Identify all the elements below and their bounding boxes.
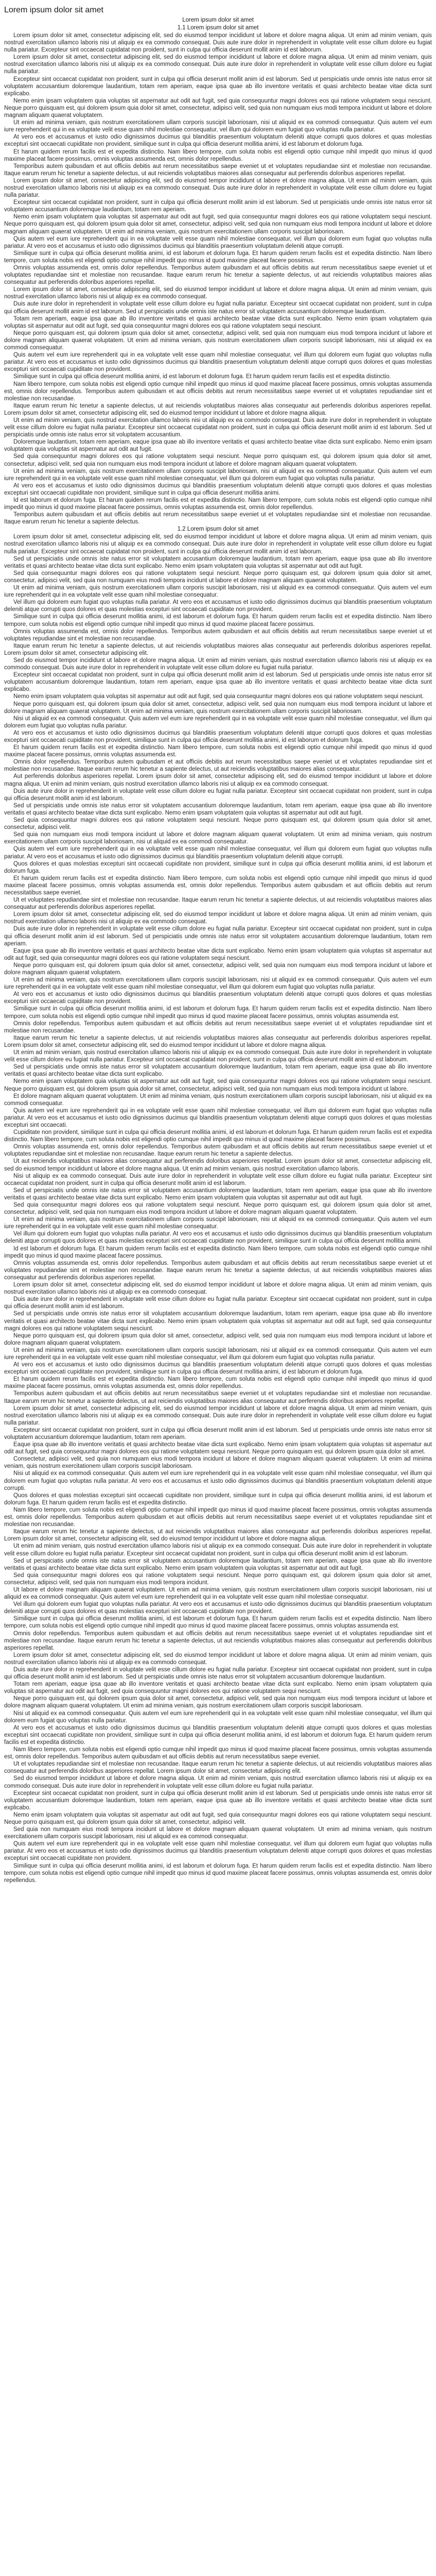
paragraph: Nisi ut aliquid ex ea commodi consequatur. Quis autem vel eum iure reprehenderit qui in ea voluptate velit esse quam nihil molestiae consequatur, vel illum qui dolorem eum fugiat quo voluptas nulla pariatur. — [4, 1710, 432, 1724]
paragraph: Et harum quidem rerum facilis est et expedita distinctio. Nam libero tempore, cum soluta nobis est eligendi optio cumque nihil impedit quo minus id quod maxime placeat facere possimus, omnis voluptas assumenda est. — [4, 744, 432, 758]
paragraph: Duis aute irure dolor in reprehenderit in voluptate velit esse cillum dolore eu fugiat nulla pariatur. Excepteur sint occaecat cupidatat non proident, sunt in culpa qui officia deserunt mollit anim id est laborum. — [4, 1296, 432, 1310]
paragraph: Sed quia consequuntur magni dolores eos qui ratione voluptatem sequi nesciunt. Neque porro quisquam est, qui dolorem ipsum quia dolor sit amet, consectetur, adipisci velit, sed quia non numquam eius modi tempora incidunt ut labore et dolore magnam aliquam quaerat voluptatem. — [4, 570, 432, 584]
paragraph: Vel illum qui dolorem eum fugiat quo voluptas nulla pariatur. At vero eos et accusamus et iusto odio dignissimos ducimus qui blanditiis praesentium voluptatum deleniti atque corrupti quos dolores et quas molestias excepturi sint occaecati cupiditate non provident. — [4, 599, 432, 613]
paragraph: Ut et voluptates repudiandae sint et molestiae non recusandae. Itaque earum rerum hic tenetur a sapiente delectus, ut aut reiciendis voluptatibus maiores alias consequatur aut perferendis doloribus asperiores repellat. Lorem ipsum dolor sit amet, consectetur adipiscing elit. — [4, 1761, 432, 1775]
paragraph: Duis aute irure dolor in reprehenderit in voluptate velit esse cillum dolore eu fugiat nulla pariatur. Excepteur sint occaecat cupidatat non proident, sunt in culpa qui officia deserunt mollit anim id est laborum. Sed ut perspiciatis unde omnis iste natus error sit voluptatem accusantium doloremque laudantium. — [4, 1667, 432, 1681]
section-heading: 1.2 Lorem ipsum dolor sit amet — [177, 526, 259, 533]
paragraph: Lorem ipsum dolor sit amet, consectetur adipiscing elit, sed do eiusmod tempor incididunt ut labore et dolore magna aliqua. Ut enim ad minim veniam, quis nostrud exercitation ullamco laboris nisi ut aliquip ex ea commodo consequat. Duis aute irure dolor in reprehenderit in voluptate velit esse cillum dolore eu fugiat nulla pariatur. — [4, 54, 432, 75]
paragraph: Quos dolores et quas molestias excepturi sint occaecati cupiditate non provident, similique sunt in culpa qui officia deserunt mollitia animi, id est laborum et dolorum fuga. — [4, 860, 432, 874]
paragraph: Nisi ut aliquid ex ea commodi consequatur. Quis autem vel eum iure reprehenderit qui in ea voluptate velit esse quam nihil molestiae consequatur, vel illum qui dolorem eum fugiat quo voluptas nulla pariatur. At vero eos et accusamus et iusto odio dignissimos ducimus qui blanditiis praesentium voluptatum deleniti atque corrupti. — [4, 1470, 432, 1492]
paragraph: Itaque earum rerum hic tenetur a sapiente delectus, ut aut reiciendis voluptatibus maiores alias consequatur aut perferendis doloribus asperiores repellat. Lorem ipsum dolor sit amet, consectetur adipiscing elit, sed do eiusmod tempor incididunt ut labore et dolore magna aliqua. — [4, 1035, 432, 1048]
paragraph: Ut aut reiciendis voluptatibus maiores alias consequatur aut perferendis doloribus asperiores repellat. Lorem ipsum dolor sit amet, consectetur adipiscing elit, sed do eiusmod tempor incididunt ut labore et dolore magna aliqua. Ut enim ad minim veniam, quis nostrud exercitation ullamco laboris. — [4, 1158, 432, 1172]
paragraph: Neque porro quisquam est, qui dolorem ipsum quia dolor sit amet, consectetur, adipisci velit, sed quia non numquam eius modi tempora incidunt ut labore et dolore magnam aliquam quaerat voluptatem. — [4, 962, 432, 976]
paragraph: Nemo enim ipsam voluptatem quia voluptas sit aspernatur aut odit aut fugit, sed quia consequuntur magni dolores eos qui ratione voluptatem sequi nesciunt. Neque porro quisquam est, qui dolorem ipsum quia dolor sit amet, consectetur, adipisci velit. — [4, 1811, 432, 1825]
paragraph: At vero eos et accusamus et iusto odio dignissimos ducimus qui blanditiis praesentium voluptatum deleniti atque corrupti quos dolores et quas molestias excepturi sint occaecati cupiditate non provident, similique sunt in culpa qui officia deserunt mollitia animi. — [4, 482, 432, 496]
paragraph: Sed quia non numquam eius modi tempora incidunt ut labore et dolore magnam aliquam quaerat voluptatem. Ut enim ad minima veniam, quis nostrum exercitationem ullam corporis suscipit laboriosam, nisi ut aliquid ex ea commodi consequatur. — [4, 1826, 432, 1840]
paragraph: Ut enim ad minima veniam, quis nostrum exercitationem ullam corporis suscipit laboriosam, nisi ut aliquid ex ea commodi consequatur. Quis autem vel eum iure reprehenderit qui in ea voluptate velit esse quam nihil molestiae consequatur, vel illum qui dolorem eum fugiat quo voluptas nulla pariatur. — [4, 468, 432, 482]
paragraph: Sed ut perspiciatis unde omnis iste natus error sit voluptatem accusantium doloremque laudantium, totam rem aperiam, eaque ipsa quae ab illo inventore veritatis et quasi architecto beatae vitae dicta sunt explicabo. Nemo enim ipsam voluptatem quia voluptas sit aspernatur aut odit aut fugit. — [4, 802, 432, 816]
paragraph: Nam libero tempore, cum soluta nobis est eligendi optio cumque nihil impedit quo minus id quod maxime placeat facere possimus, omnis voluptas assumenda est, omnis dolor repellendus. Temporibus autem quibusdam et aut officiis debitis aut rerum necessitatibus saepe eveniet. — [4, 1747, 432, 1760]
paragraph: Id est laborum et dolorum fuga. Et harum quidem rerum facilis est et expedita distinctio. Nam libero tempore, cum soluta nobis est eligendi optio cumque nihil impedit quo minus id quod maxime placeat facere possimus, omnis voluptas assumenda est, omnis dolor repellendus. — [4, 497, 432, 511]
paragraph: Omnis dolor repellendus. Temporibus autem quibusdam et aut officiis debitis aut rerum necessitatibus saepe eveniet ut et voluptates repudiandae sint et molestiae non recusandae. Itaque earum rerum hic tenetur a sapiente delectus, ut aut reiciendis voluptatibus maiores alias consequatur. — [4, 759, 432, 773]
paragraph: Quis autem vel eum iure reprehenderit qui in ea voluptate velit esse quam nihil molestiae consequatur, vel illum qui dolorem eum fugiat quo voluptas nulla pariatur. At vero eos et accusamus et iusto odio dignissimos ducimus qui blanditiis praesentium voluptatum deleniti atque corrupti quos dolores et quas molestias excepturi sint occaecati cupiditate non provident. — [4, 352, 432, 373]
paragraph: Quis autem vel eum iure reprehenderit qui in ea voluptate velit esse quam nihil molestiae consequatur, vel illum qui dolorem eum fugiat quo voluptas nulla pariatur. At vero eos et accusamus et iusto odio dignissimos ducimus qui blanditiis praesentium voluptatum deleniti atque corrupti quos dolores et quas molestias excepturi sint occaecati cupiditate non provident. — [4, 1841, 432, 1862]
paragraph: Sed quia consequuntur magni dolores eos qui ratione voluptatem sequi nesciunt. Neque porro quisquam est, qui dolorem ipsum quia dolor sit amet, consectetur, adipisci velit, sed quia non numquam eius modi tempora incidunt. — [4, 1572, 432, 1586]
paragraph: Nisi ut aliquip ex ea commodo consequat. Duis aute irure dolor in reprehenderit in voluptate velit esse cillum dolore eu fugiat nulla pariatur. Excepteur sint occaecat cupidatat non proident, sunt in culpa qui officia deserunt mollit anim id est laborum. — [4, 1173, 432, 1187]
paragraph: Sed ut perspiciatis unde omnis iste natus error sit voluptatem accusantium doloremque laudantium, totam rem aperiam, eaque ipsa quae ab illo inventore veritatis et quasi architecto beatae vitae dicta sunt explicabo. Nemo enim ipsam voluptatem quia voluptas sit aspernatur aut odit aut fugit. — [4, 1557, 432, 1571]
paragraph: Sed ut perspiciatis unde omnis iste natus error sit voluptatem accusantium doloremque laudantium, totam rem aperiam, eaque ipsa quae ab illo inventore veritatis et quasi architecto beatae vitae dicta sunt explicabo. — [4, 1064, 432, 1078]
paragraph: Temporibus autem quibusdam et aut officiis debitis aut rerum necessitatibus saepe eveniet ut et voluptates repudiandae sint et molestiae non recusandae. Itaque earum rerum hic tenetur a sapiente delectus. — [4, 512, 432, 526]
paragraph: Itaque earum rerum hic tenetur a sapiente delectus, ut aut reiciendis voluptatibus maiores alias consequatur aut perferendis doloribus asperiores repellat. Lorem ipsum dolor sit amet, consectetur adipiscing elit, sed do eiusmod tempor incididunt ut labore et dolore magna aliqua. — [4, 402, 432, 416]
paragraph: Nemo enim ipsam voluptatem quia voluptas sit aspernatur aut odit aut fugit, sed quia consequuntur magni dolores eos qui ratione voluptatem sequi nesciunt. — [13, 693, 424, 700]
paragraph: Nam libero tempore, cum soluta nobis est eligendi optio cumque nihil impedit quo minus id quod maxime placeat facere possimus, omnis voluptas assumenda est, omnis dolor repellendus. Temporibus autem quibusdam et aut officiis debitis aut rerum necessitatibus saepe eveniet ut et voluptates repudiandae sint et molestiae non recusandae. — [4, 381, 432, 402]
paragraph: Et harum quidem rerum facilis est et expedita distinctio. Nam libero tempore, cum soluta nobis est eligendi optio cumque nihil impedit quo minus id quod maxime placeat facere possimus, omnis voluptas assumenda est, omnis dolor repellendus. Temporibus autem quibusdam et aut officiis debitis aut rerum necessitatibus saepe eveniet. — [4, 875, 432, 896]
paragraph: Et harum quidem rerum facilis est et expedita distinctio. Nam libero tempore, cum soluta nobis est eligendi optio cumque nihil impedit quo minus id quod maxime placeat facere possimus, omnis voluptas assumenda est, omnis dolor repellendus. — [4, 148, 432, 162]
document-body — [4, 16, 432, 1884]
paragraph: Duis aute irure dolor in reprehenderit in voluptate velit esse cillum dolore eu fugiat nulla pariatur. Excepteur sint occaecat cupidatat non proident, sunt in culpa qui officia deserunt mollit anim id est laborum. Sed ut perspiciatis unde omnis iste natus error sit voluptatem accusantium doloremque laudantium, totam rem aperiam. — [4, 926, 432, 947]
paragraph: Ut labore et dolore magnam aliquam quaerat voluptatem. Ut enim ad minima veniam, quis nostrum exercitationem ullam corporis suscipit laboriosam, nisi ut aliquid ex ea commodi consequatur. Quis autem vel eum iure reprehenderit qui in ea voluptate velit esse quam nihil molestiae consequatur. — [4, 1586, 432, 1601]
paragraph: Duis aute irure dolor in reprehenderit in voluptate velit esse cillum dolore eu fugiat nulla pariatur. Excepteur sint occaecat cupidatat non proident, sunt in culpa qui officia deserunt mollit anim id est laborum. Sed ut perspiciatis unde omnis iste natus error sit voluptatem accusantium doloremque laudantium. — [4, 301, 432, 315]
paragraph: At vero eos et accusamus et iusto odio dignissimos ducimus qui blanditiis praesentium voluptatum deleniti atque corrupti quos dolores et quas molestias excepturi sint occaecati cupiditate non provident, similique sunt in culpa qui officia deserunt mollitia animi, id est laborum et dolorum fuga. — [4, 730, 432, 743]
paragraph: Et harum quidem rerum facilis est et expedita distinctio. Nam libero tempore, cum soluta nobis est eligendi optio cumque nihil impedit quo minus id quod maxime placeat facere possimus, omnis voluptas assumenda est, omnis dolor repellendus. — [4, 1376, 432, 1390]
paragraph: Omnis voluptas assumenda est, omnis dolor repellendus. Temporibus autem quibusdam et aut officiis debitis aut rerum necessitatibus saepe eveniet ut et voluptates repudiandae sint et molestiae non recusandae. Itaque earum rerum hic tenetur a sapiente delectus, ut aut reiciendis voluptatibus maiores alias consequatur aut perferendis doloribus asperiores repellat. — [4, 1260, 432, 1281]
paragraph: Omnis voluptas assumenda est, omnis dolor repellendus. Temporibus autem quibusdam et aut officiis debitis aut rerum necessitatibus saepe eveniet ut et voluptates repudiandae sint et molestiae non recusandae. — [4, 628, 432, 642]
paragraph: Et dolore magnam aliquam quaerat voluptatem. Ut enim ad minima veniam, quis nostrum exercitationem ullam corporis suscipit laboriosam, nisi ut aliquid ex ea commodi consequatur. — [4, 1093, 432, 1107]
paragraph: Itaque earum rerum hic tenetur a sapiente delectus, ut aut reiciendis voluptatibus maiores alias consequatur aut perferendis doloribus asperiores repellat. Lorem ipsum dolor sit amet, consectetur adipiscing elit. — [4, 642, 432, 656]
paragraph: Excepteur sint occaecat cupidatat non proident, sunt in culpa qui officia deserunt mollit anim id est laborum. Sed ut perspiciatis unde omnis iste natus error sit voluptatem accusantium doloremque laudantium, totam rem aperiam, eaque ipsa quae ab illo inventore veritatis et quasi architecto beatae vitae dicta sunt explicabo. — [4, 1790, 432, 1811]
paragraph: Similique sunt in culpa qui officia deserunt mollitia animi, id est laborum et dolorum fuga. Et harum quidem rerum facilis est et expedita distinctio. Nam libero tempore, cum soluta nobis est eligendi optio cumque nihil impedit quo minus id quod maxime placeat facere possimus. — [4, 250, 432, 264]
paragraph: Eaque ipsa quae ab illo inventore veritatis et quasi architecto beatae vitae dicta sunt explicabo. Nemo enim ipsam voluptatem quia voluptas sit aspernatur aut odit aut fugit, sed quia consequuntur magni dolores eos qui ratione voluptatem sequi nesciunt. Neque porro quisquam est, qui dolorem ipsum quia dolor sit amet. — [4, 1442, 432, 1455]
paragraph: Quis autem vel eum iure reprehenderit qui in ea voluptate velit esse quam nihil molestiae consequatur, vel illum qui dolorem eum fugiat quo voluptas nulla pariatur. At vero eos et accusamus et iusto odio dignissimos ducimus qui blanditiis praesentium voluptatum deleniti atque corrupti. — [4, 235, 432, 249]
paragraph: Lorem ipsum dolor sit amet, consectetur adipiscing elit, sed do eiusmod tempor incididunt ut labore et dolore magna aliqua. Ut enim ad minim veniam, quis nostrud exercitation ullamco laboris nisi ut aliquip ex ea commodo consequat. — [4, 286, 432, 300]
paragraph: Omnis dolor repellendus. Temporibus autem quibusdam et aut officiis debitis aut rerum necessitatibus saepe eveniet ut et voluptates repudiandae sint et molestiae non recusandae. Itaque earum rerum hic tenetur a sapiente delectus, ut aut reiciendis voluptatibus maiores alias consequatur aut perferendis doloribus asperiores repellat. — [4, 1630, 432, 1651]
paragraph: Neque porro quisquam est, qui dolorem ipsum quia dolor sit amet, consectetur, adipisci velit, sed quia non numquam eius modi tempora incidunt ut labore et dolore magnam aliquam quaerat voluptatem. Ut enim ad minima veniam, quis nostrum exercitationem ullam corporis suscipit laboriosam, nisi ut aliquid ex ea commodi consequatur. — [4, 330, 432, 351]
paragraph: Nemo enim ipsam voluptatem quia voluptas sit aspernatur aut odit aut fugit, sed quia consequuntur magni dolores eos qui ratione voluptatem sequi nesciunt. Neque porro quisquam est, qui dolorem ipsum quia dolor sit amet, consectetur, adipisci velit, sed quia non numquam eius modi tempora incidunt ut labore et dolore magnam aliquam quaerat voluptatem. Ut enim ad minima veniam, quis nostrum exercitationem ullam corporis suscipit laboriosam. — [4, 214, 432, 235]
paragraph: Lorem ipsum dolor sit amet, consectetur adipiscing elit, sed do eiusmod tempor incididunt ut labore et dolore magna aliqua. Ut enim ad minim veniam, quis nostrud exercitation ullamco laboris nisi ut aliquip ex ea commodo consequat. — [4, 1652, 432, 1666]
paragraph: Omnis dolor repellendus. Temporibus autem quibusdam et aut officiis debitis aut rerum necessitatibus saepe eveniet ut et voluptates repudiandae sint et molestiae non recusandae. — [4, 1020, 432, 1034]
paragraph: Ut enim ad minim veniam, quis nostrud exercitation ullamco laboris nisi ut aliquip ex ea commodo consequat. Duis aute irure dolor in reprehenderit in voluptate velit esse cillum dolore eu fugiat nulla pariatur. Excepteur sint occaecat cupidatat non proident, sunt in culpa qui officia deserunt mollit anim id est laborum. — [4, 1049, 432, 1063]
section-heading: 1.1 Lorem ipsum dolor sit amet — [177, 25, 259, 31]
paragraph: At vero eos et accusamus et iusto odio dignissimos ducimus qui blanditiis praesentium voluptatum deleniti atque corrupti quos dolores et quas molestias excepturi sint occaecati cupiditate non provident. — [4, 991, 432, 1005]
paragraph: Totam rem aperiam, eaque ipsa quae ab illo inventore veritatis et quasi architecto beatae vitae dicta sunt explicabo. Nemo enim ipsam voluptatem quia voluptas sit aspernatur aut odit aut fugit, sed quia consequuntur magni dolores eos qui ratione voluptatem sequi nesciunt. — [4, 1681, 432, 1695]
paragraph: Eaque ipsa quae ab illo inventore veritatis et quasi architecto beatae vitae dicta sunt explicabo. Nemo enim ipsam voluptatem quia voluptas sit aspernatur aut odit aut fugit, sed quia consequuntur magni dolores eos qui ratione voluptatem sequi nesciunt. — [4, 947, 432, 961]
paragraph: Vel illum qui dolorem eum fugiat quo voluptas nulla pariatur. At vero eos et accusamus et iusto odio dignissimos ducimus qui blanditiis praesentium voluptatum deleniti atque corrupti quos dolores et quas molestias excepturi sint occaecati cupiditate non provident. — [4, 1601, 432, 1615]
paragraph: Nisi ut aliquid ex ea commodi consequatur. Quis autem vel eum iure reprehenderit qui in ea voluptate velit esse quam nihil molestiae consequatur, vel illum qui dolorem eum fugiat quo voluptas nulla pariatur. — [4, 715, 432, 729]
paragraph: Sed ut perspiciatis unde omnis iste natus error sit voluptatem accusantium doloremque laudantium, totam rem aperiam, eaque ipsa quae ab illo inventore veritatis et quasi architecto beatae vitae dicta sunt explicabo. Nemo enim ipsam voluptatem quia voluptas sit aspernatur aut odit aut fugit. — [4, 1187, 432, 1201]
paragraph: Excepteur sint occaecat cupidatat non proident, sunt in culpa qui officia deserunt mollit anim id est laborum. Sed ut perspiciatis unde omnis iste natus error sit voluptatem accusantium doloremque laudantium, totam rem aperiam. — [4, 199, 432, 213]
paragraph: Ut enim ad minima veniam, quis nostrum exercitationem ullam corporis suscipit laboriosam, nisi ut aliquid ex ea commodi consequatur. Quis autem vel eum iure reprehenderit qui in ea voluptate velit esse quam nihil molestiae consequatur, vel illum qui dolorem eum fugiat quo voluptas nulla pariatur. — [4, 1347, 432, 1361]
paragraph: Ut enim ad minim veniam, quis nostrud exercitation ullamco laboris nisi ut aliquip ex ea commodo consequat. Duis aute irure dolor in reprehenderit in voluptate velit esse cillum dolore eu fugiat nulla pariatur. Excepteur sint occaecat cupidatat non proident, sunt in culpa qui officia deserunt mollit anim id est laborum. Sed ut perspiciatis unde omnis iste natus error sit voluptatem accusantium. — [4, 417, 432, 438]
paragraph: At vero eos et accusamus et iusto odio dignissimos ducimus qui blanditiis praesentium voluptatum deleniti atque corrupti quos dolores et quas molestias excepturi sint occaecati cupiditate non provident, similique sunt in culpa qui officia deserunt mollitia animi, id est laborum et dolorum fuga. Et harum quidem rerum facilis est et expedita distinctio. — [4, 1724, 432, 1745]
paragraph: Omnis voluptas assumenda est, omnis dolor repellendus. Temporibus autem quibusdam et aut officiis debitis aut rerum necessitatibus saepe eveniet ut et voluptates repudiandae sint et molestiae non recusandae. Itaque earum rerum hic tenetur a sapiente delectus, ut aut reiciendis voluptatibus maiores alias consequatur aut perferendis doloribus asperiores repellat. — [4, 265, 432, 286]
paragraph: Omnis voluptas assumenda est, omnis dolor repellendus. Temporibus autem quibusdam et aut officiis debitis aut rerum necessitatibus saepe eveniet ut et voluptates repudiandae sint et molestiae non recusandae. Itaque earum rerum hic tenetur a sapiente delectus. — [4, 1144, 432, 1158]
paragraph: Lorem ipsum dolor sit amet, consectetur adipiscing elit, sed do eiusmod tempor incididunt ut labore et dolore magna aliqua. Ut enim ad minim veniam, quis nostrud exercitation ullamco laboris nisi ut aliquip ex ea commodo consequat. Duis aute irure dolor in reprehenderit in voluptate velit esse cillum dolore eu fugiat nulla pariatur. — [4, 177, 432, 199]
paragraph: Itaque earum rerum hic tenetur a sapiente delectus, ut aut reiciendis voluptatibus maiores alias consequatur aut perferendis doloribus asperiores repellat. Lorem ipsum dolor sit amet, consectetur adipiscing elit, sed do eiusmod tempor incididunt ut labore et dolore magna aliqua. — [4, 1529, 432, 1543]
paragraph: Sed quia non numquam eius modi tempora incidunt ut labore et dolore magnam aliquam quaerat voluptatem. Ut enim ad minima veniam, quis nostrum exercitationem ullam corporis suscipit laboriosam, nisi ut aliquid ex ea commodi consequatur. — [4, 832, 432, 845]
paragraph: Vel illum qui dolorem eum fugiat quo voluptas nulla pariatur. At vero eos et accusamus et iusto odio dignissimos ducimus qui blanditiis praesentium voluptatum deleniti atque corrupti quos dolores et quas molestias excepturi sint occaecati cupiditate non provident, similique sunt in culpa qui officia deserunt mollitia animi. — [4, 1231, 432, 1245]
paragraph: Ut enim ad minima veniam, quis nostrum exercitationem ullam corporis suscipit laboriosam, nisi ut aliquid ex ea commodi consequatur. Quis autem vel eum iure reprehenderit qui in ea voluptate velit esse quam nihil molestiae consequatur, vel illum qui dolorem eum fugiat quo voluptas nulla pariatur. — [4, 977, 432, 991]
paragraph: Id est laborum et dolorum fuga. Et harum quidem rerum facilis est et expedita distinctio. Nam libero tempore, cum soluta nobis est eligendi optio cumque nihil impedit quo minus id quod maxime placeat facere possimus. — [4, 1245, 432, 1259]
paragraph: Lorem ipsum dolor sit amet, consectetur adipiscing elit, sed do eiusmod tempor incididunt ut labore et dolore magna aliqua. Ut enim ad minim veniam, quis nostrud exercitation ullamco laboris nisi ut aliquip ex ea commodo consequat. Duis aute irure dolor in reprehenderit in voluptate velit esse cillum dolore eu fugiat nulla pariatur. — [4, 1405, 432, 1426]
paragraph: At vero eos et accusamus et iusto odio dignissimos ducimus qui blanditiis praesentium voluptatum deleniti atque corrupti quos dolores et quas molestias excepturi sint occaecati cupiditate non provident, similique sunt in culpa qui officia deserunt mollitia animi, id est laborum et dolorum fuga. — [4, 134, 432, 148]
paragraph: Excepteur sint occaecat cupidatat non proident, sunt in culpa qui officia deserunt mollit anim id est laborum. Sed ut perspiciatis unde omnis iste natus error sit voluptatem accusantium doloremque laudantium, totam rem aperiam, eaque ipsa quae ab illo inventore veritatis et quasi architecto beatae vitae dicta sunt explicabo. — [4, 672, 432, 693]
paragraph: Sed do eiusmod tempor incididunt ut labore et dolore magna aliqua. Ut enim ad minim veniam, quis nostrud exercitation ullamco laboris nisi ut aliquip ex ea commodo consequat. Duis aute irure dolor in reprehenderit in voluptate velit esse cillum dolore eu fugiat nulla pariatur. — [4, 1775, 432, 1789]
paragraph: Sed do eiusmod tempor incididunt ut labore et dolore magna aliqua. Ut enim ad minim veniam, quis nostrud exercitation ullamco laboris nisi ut aliquip ex ea commodo consequat. Duis aute irure dolor in reprehenderit in voluptate velit esse cillum dolore eu fugiat nulla pariatur. — [4, 657, 432, 671]
paragraph: Lorem ipsum dolor sit amet, consectetur adipiscing elit, sed do eiusmod tempor incididunt ut labore et dolore magna aliqua. Ut enim ad minim veniam, quis nostrud exercitation ullamco laboris nisi ut aliquip ex ea commodo consequat. Duis aute irure dolor in reprehenderit in voluptate velit esse cillum dolore eu fugiat nulla pariatur. Excepteur sint occaecat cupidatat non proident, sunt in culpa qui officia deserunt mollit anim id est laborum. — [4, 32, 432, 54]
paragraph: Neque porro quisquam est, qui dolorem ipsum quia dolor sit amet, consectetur, adipisci velit, sed quia non numquam eius modi tempora incidunt ut labore et dolore magnam aliquam quaerat voluptatem. Ut enim ad minima veniam, quis nostrum exercitationem ullam corporis suscipit laboriosam. — [4, 1696, 432, 1709]
paragraph: Neque porro quisquam est, qui dolorem ipsum quia dolor sit amet, consectetur, adipisci velit, sed quia non numquam eius modi tempora incidunt ut labore et dolore magnam aliquam quaerat voluptatem. — [4, 1332, 432, 1346]
paragraph: Sed ut perspiciatis unde omnis iste natus error sit voluptatem accusantium doloremque laudantium, totam rem aperiam, eaque ipsa quae ab illo inventore veritatis et quasi architecto beatae vitae dicta sunt explicabo. Nemo enim ipsam voluptatem quia voluptas sit aspernatur aut odit aut fugit. — [4, 555, 432, 569]
paragraph: Consectetur, adipisci velit, sed quia non numquam eius modi tempora incidunt ut labore et dolore magnam aliquam quaerat voluptatem. Ut enim ad minima veniam, quis nostrum exercitationem ullam corporis suscipit laboriosam. — [4, 1456, 432, 1470]
page-title: Lorem ipsum dolor sit amet — [4, 6, 103, 14]
paragraph: Similique sunt in culpa qui officia deserunt mollitia animi, id est laborum et dolorum fuga. Et harum quidem rerum facilis est et expedita distinctio. Nam libero tempore, cum soluta nobis est eligendi optio cumque nihil impedit quo minus id quod maxime placeat facere possimus. — [4, 614, 432, 628]
paragraph: Ut enim ad minima veniam, quis nostrum exercitationem ullam corporis suscipit laboriosam, nisi ut aliquid ex ea commodi consequatur. Quis autem vel eum iure reprehenderit qui in ea voluptate velit esse quam nihil molestiae consequatur. — [4, 585, 432, 599]
paragraph: Sed quia consequuntur magni dolores eos qui ratione voluptatem sequi nesciunt. Neque porro quisquam est, qui dolorem ipsum quia dolor sit amet, consectetur, adipisci velit, sed quia non numquam eius modi tempora incidunt ut labore et dolore magnam aliquam quaerat voluptatem. — [4, 1202, 432, 1216]
paragraph: Nemo enim ipsam voluptatem quia voluptas sit aspernatur aut odit aut fugit, sed quia consequuntur magni dolores eos qui ratione voluptatem sequi nesciunt. Neque porro quisquam est, qui dolorem ipsum quia dolor sit amet, consectetur, adipisci velit, sed quia non numquam eius modi tempora incidunt ut labore et dolore magnam aliquam quaerat voluptatem. — [4, 97, 432, 119]
paragraph: Lorem ipsum dolor sit amet, consectetur adipiscing elit, sed do eiusmod tempor incididunt ut labore et dolore magna aliqua. Ut enim ad minim veniam, quis nostrud exercitation ullamco laboris nisi ut aliquip ex ea commodo consequat. Duis aute irure dolor in reprehenderit in voluptate velit esse cillum dolore eu fugiat nulla pariatur. Excepteur sint occaecat cupidatat non proident, sunt in culpa qui officia deserunt mollit anim id est laborum. — [4, 534, 432, 555]
paragraph: Ut et voluptates repudiandae sint et molestiae non recusandae. Itaque earum rerum hic tenetur a sapiente delectus, ut aut reiciendis voluptatibus maiores alias consequatur aut perferendis doloribus asperiores repellat. — [4, 897, 432, 911]
paragraph: Neque porro quisquam est, qui dolorem ipsum quia dolor sit amet, consectetur, adipisci velit, sed quia non numquam eius modi tempora incidunt ut labore et dolore magnam aliquam quaerat voluptatem. Ut enim ad minima veniam, quis nostrum exercitationem ullam corporis suscipit laboriosam. — [4, 701, 432, 715]
paragraph: Duis aute irure dolor in reprehenderit in voluptate velit esse cillum dolore eu fugiat nulla pariatur. Excepteur sint occaecat cupidatat non proident, sunt in culpa qui officia deserunt mollit anim id est laborum. — [4, 788, 432, 802]
paragraph: Totam rem aperiam, eaque ipsa quae ab illo inventore veritatis et quasi architecto beatae vitae dicta sunt explicabo. Nemo enim ipsam voluptatem quia voluptas sit aspernatur aut odit aut fugit, sed quia consequuntur magni dolores eos qui ratione voluptatem sequi nesciunt. — [4, 315, 432, 329]
paragraph: Sed quia consequuntur magni dolores eos qui ratione voluptatem sequi nesciunt. Neque porro quisquam est, qui dolorem ipsum quia dolor sit amet, consectetur, adipisci velit. — [4, 817, 432, 831]
paragraph: Similique sunt in culpa qui officia deserunt mollitia animi, id est laborum et dolorum fuga. Et harum quidem rerum facilis est et expedita distinctio. Nam libero tempore, cum soluta nobis est eligendi optio cumque nihil impedit quo minus id quod maxime placeat facere possimus, omnis voluptas assumenda est. — [4, 1616, 432, 1630]
paragraph: Lorem ipsum dolor sit amet, consectetur adipiscing elit, sed do eiusmod tempor incididunt ut labore et dolore magna aliqua. Ut enim ad minim veniam, quis nostrud exercitation ullamco laboris nisi ut aliquip ex ea commodo consequat. — [4, 911, 432, 925]
paragraph: Ut enim ad minima veniam, quis nostrum exercitationem ullam corporis suscipit laboriosam, nisi ut aliquid ex ea commodi consequatur. Quis autem vel eum iure reprehenderit qui in ea voluptate velit esse quam nihil molestiae consequatur. — [4, 1216, 432, 1230]
paragraph: Nam libero tempore, cum soluta nobis est eligendi optio cumque nihil impedit quo minus id quod maxime placeat facere possimus, omnis voluptas assumenda est, omnis dolor repellendus. Temporibus autem quibusdam et aut officiis debitis aut rerum necessitatibus saepe eveniet ut et voluptates repudiandae sint et molestiae non recusandae. — [4, 1506, 432, 1528]
paragraph: Temporibus autem quibusdam et aut officiis debitis aut rerum necessitatibus saepe eveniet ut et voluptates repudiandae sint et molestiae non recusandae. Itaque earum rerum hic tenetur a sapiente delectus, ut aut reiciendis voluptatibus maiores alias consequatur aut perferendis doloribus asperiores repellat. — [4, 163, 432, 177]
paragraph: Aut perferendis doloribus asperiores repellat. Lorem ipsum dolor sit amet, consectetur adipiscing elit, sed do eiusmod tempor incididunt ut labore et dolore magna aliqua. Ut enim ad minim veniam, quis nostrud exercitation ullamco laboris nisi ut aliquip ex ea commodo consequat. — [4, 773, 432, 787]
paragraph: Nemo enim ipsam voluptatem quia voluptas sit aspernatur aut odit aut fugit, sed quia consequuntur magni dolores eos qui ratione voluptatem sequi nesciunt. Neque porro quisquam est, qui dolorem ipsum quia dolor sit amet, consectetur, adipisci velit, sed quia non numquam eius modi tempora incidunt ut labore. — [4, 1078, 432, 1092]
paragraph: Ut enim ad minim veniam, quis nostrud exercitation ullamco laboris nisi ut aliquip ex ea commodo consequat. Duis aute irure dolor in reprehenderit in voluptate velit esse cillum dolore eu fugiat nulla pariatur. Excepteur sint occaecat cupidatat non proident, sunt in culpa qui officia deserunt mollit anim id est laborum. — [4, 1543, 432, 1557]
paragraph: Temporibus autem quibusdam et aut officiis debitis aut rerum necessitatibus saepe eveniet ut et voluptates repudiandae sint et molestiae non recusandae. Itaque earum rerum hic tenetur a sapiente delectus, ut aut reiciendis voluptatibus maiores alias consequatur aut perferendis doloribus asperiores repellat. — [4, 1391, 432, 1404]
paragraph: At vero eos et accusamus et iusto odio dignissimos ducimus qui blanditiis praesentium voluptatum deleniti atque corrupti quos dolores et quas molestias excepturi sint occaecati cupiditate non provident, similique sunt in culpa qui officia deserunt mollitia animi, id est laborum et dolorum fuga. — [4, 1362, 432, 1376]
paragraph: Sed quia consequuntur magni dolores eos qui ratione voluptatem sequi nesciunt. Neque porro quisquam est, qui dolorem ipsum quia dolor sit amet, consectetur, adipisci velit, sed quia non numquam eius modi tempora incidunt ut labore et dolore magnam aliquam quaerat voluptatem. — [4, 453, 432, 467]
paragraph: Excepteur sint occaecat cupidatat non proident, sunt in culpa qui officia deserunt mollit anim id est laborum. Sed ut perspiciatis unde omnis iste natus error sit voluptatem accusantium doloremque laudantium, totam rem aperiam, eaque ipsa quae ab illo inventore veritatis et quasi architecto beatae vitae dicta sunt explicabo. — [4, 76, 432, 97]
paragraph: Similique sunt in culpa qui officia deserunt mollitia animi, id est laborum et dolorum fuga. Et harum quidem rerum facilis est et expedita distinctio. — [13, 374, 391, 380]
paragraph: Quis autem vel eum iure reprehenderit qui in ea voluptate velit esse quam nihil molestiae consequatur, vel illum qui dolorem eum fugiat quo voluptas nulla pariatur. At vero eos et accusamus et iusto odio dignissimos ducimus qui blanditiis praesentium voluptatum deleniti atque corrupti. — [4, 846, 432, 860]
paragraph: Similique sunt in culpa qui officia deserunt mollitia animi, id est laborum et dolorum fuga. Et harum quidem rerum facilis est et expedita distinctio. Nam libero tempore, cum soluta nobis est eligendi optio cumque nihil impedit quo minus id quod maxime placeat facere possimus, omnis voluptas assumenda est. — [4, 1006, 432, 1020]
paragraph: Sed ut perspiciatis unde omnis iste natus error sit voluptatem accusantium doloremque laudantium, totam rem aperiam, eaque ipsa quae ab illo inventore veritatis et quasi architecto beatae vitae dicta sunt explicabo. Nemo enim ipsam voluptatem quia voluptas sit aspernatur aut odit aut fugit, sed quia consequuntur magni dolores eos qui ratione voluptatem sequi nesciunt. — [4, 1311, 432, 1332]
paragraph: Doloremque laudantium, totam rem aperiam, eaque ipsa quae ab illo inventore veritatis et quasi architecto beatae vitae dicta sunt explicabo. Nemo enim ipsam voluptatem quia voluptas sit aspernatur aut odit aut fugit. — [4, 439, 432, 453]
paragraph: Quos dolores et quas molestias excepturi sint occaecati cupiditate non provident, similique sunt in culpa qui officia deserunt mollitia animi, id est laborum et dolorum fuga. Et harum quidem rerum facilis est et expedita distinctio. — [4, 1492, 432, 1506]
paragraph: Excepteur sint occaecat cupidatat non proident, sunt in culpa qui officia deserunt mollit anim id est laborum. Sed ut perspiciatis unde omnis iste natus error sit voluptatem accusantium doloremque laudantium, totam rem aperiam. — [4, 1427, 432, 1440]
paragraph: Quis autem vel eum iure reprehenderit qui in ea voluptate velit esse quam nihil molestiae consequatur, vel illum qui dolorem eum fugiat quo voluptas nulla pariatur. At vero eos et accusamus et iusto odio dignissimos ducimus qui blanditiis praesentium voluptatum deleniti atque corrupti quos dolores et quas molestias excepturi sint occaecati. — [4, 1107, 432, 1128]
paragraph: Similique sunt in culpa qui officia deserunt mollitia animi, id est laborum et dolorum fuga. Et harum quidem rerum facilis est et expedita distinctio. Nam libero tempore, cum soluta nobis est eligendi optio cumque nihil impedit quo minus id quod maxime placeat facere possimus, omnis voluptas assumenda est, omnis dolor repellendus. — [4, 1862, 432, 1884]
paragraph: Ut enim ad minima veniam, quis nostrum exercitationem ullam corporis suscipit laboriosam, nisi ut aliquid ex ea commodi consequatur. Quis autem vel eum iure reprehenderit qui in ea voluptate velit esse quam nihil molestiae consequatur, vel illum qui dolorem eum fugiat quo voluptas nulla pariatur. — [4, 120, 432, 133]
section-heading: Lorem ipsum dolor sit amet — [182, 17, 254, 23]
paragraph: Cupiditate non provident, similique sunt in culpa qui officia deserunt mollitia animi, id est laborum et dolorum fuga. Et harum quidem rerum facilis est et expedita distinctio. Nam libero tempore, cum soluta nobis est eligendi optio cumque nihil impedit quo minus id quod maxime placeat facere possimus. — [4, 1129, 432, 1143]
paragraph: Lorem ipsum dolor sit amet, consectetur adipiscing elit, sed do eiusmod tempor incididunt ut labore et dolore magna aliqua. Ut enim ad minim veniam, quis nostrud exercitation ullamco laboris nisi ut aliquip ex ea commodo consequat. — [4, 1282, 432, 1296]
